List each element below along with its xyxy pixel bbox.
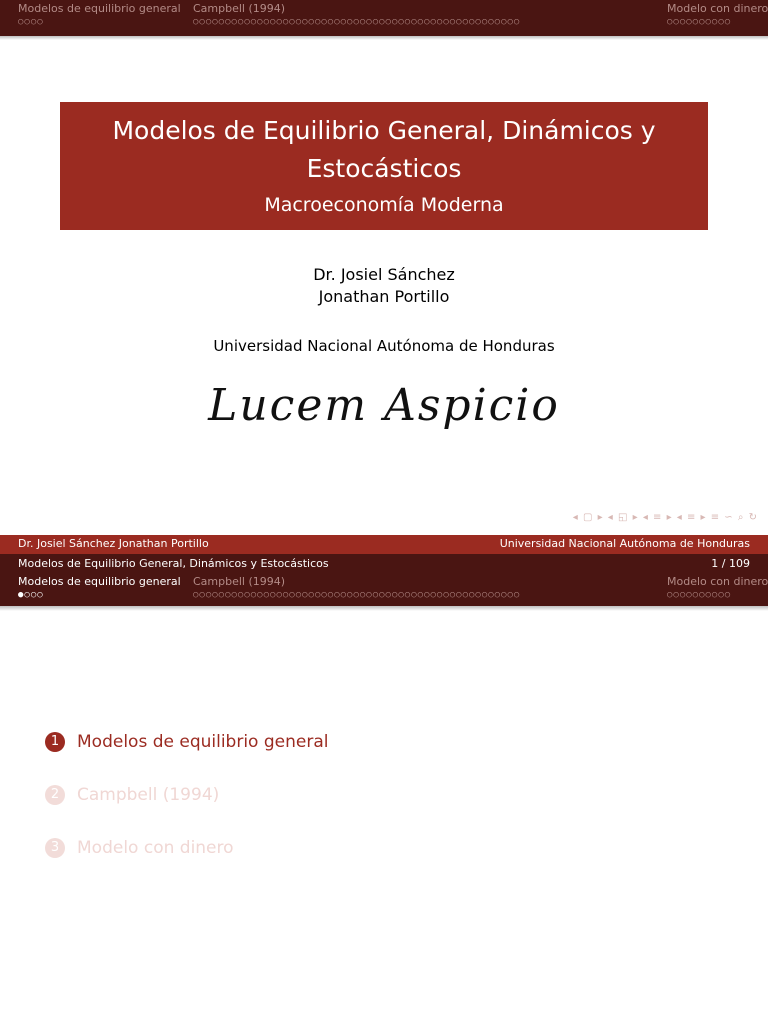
nav2-section-2[interactable]: Campbell (1994) bbox=[193, 575, 286, 588]
beamer-nav-controls[interactable]: ◂ ▢ ▸ ◂ ◱ ▸ ◂ ≡ ▸ ◂ ≡ ▸ ≡ ∽ ⌕ ↻ bbox=[572, 512, 758, 523]
footer-authors: Dr. Josiel Sánchez Jonathan Portillo bbox=[18, 537, 209, 550]
authors bbox=[0, 264, 768, 308]
section-navbar bbox=[0, 0, 768, 36]
toc-label: Campbell (1994) bbox=[77, 785, 220, 805]
navbar-shadow-2 bbox=[0, 606, 768, 611]
nav-section-1[interactable]: Modelos de equilibrio general bbox=[18, 2, 181, 15]
toc-number-badge: 3 bbox=[45, 838, 65, 858]
navbar-shadow bbox=[0, 36, 768, 40]
toc-item[interactable] bbox=[45, 836, 328, 889]
outline-slide bbox=[0, 554, 768, 1024]
author-2: Jonathan Portillo bbox=[318, 287, 450, 306]
nav2-dots-2[interactable]: ○○○○○○○○○○○○○○○○○○○○○○○○○○○○○○○○○○○○○○○○○○○○○○○○○○○ bbox=[193, 590, 521, 600]
nav2-section-1[interactable]: Modelos de equilibrio general bbox=[18, 575, 181, 588]
presentation-title: Modelos de Equilibrio General, Dinámicos y Estocásticos bbox=[112, 116, 656, 183]
toc-item[interactable] bbox=[45, 730, 328, 783]
nav-section-2[interactable]: Campbell (1994) bbox=[193, 2, 286, 15]
toc-label: Modelo con dinero bbox=[77, 838, 234, 858]
table-of-contents bbox=[45, 730, 328, 889]
presentation-subtitle: Macroeconomía Moderna bbox=[264, 194, 504, 216]
author-1: Dr. Josiel Sánchez bbox=[313, 265, 455, 284]
institute: Universidad Nacional Autónoma de Honduras bbox=[213, 337, 555, 355]
header-title: Modelos de Equilibrio General, Dinámicos y Estocásticos bbox=[18, 557, 329, 570]
footer-bar bbox=[0, 535, 768, 554]
motto-logo: Lucem Aspicio bbox=[208, 380, 560, 431]
nav2-dots-3[interactable]: ○○○○○○○○○○ bbox=[667, 590, 732, 600]
nav-section-3[interactable]: Modelo con dinero bbox=[667, 2, 768, 15]
title-box bbox=[60, 102, 708, 230]
footer-institute: Universidad Nacional Autónoma de Honduras bbox=[499, 537, 750, 550]
section-navbar-2 bbox=[0, 554, 768, 606]
nav-dots-2[interactable]: ○○○○○○○○○○○○○○○○○○○○○○○○○○○○○○○○○○○○○○○○○○○○○○○○○○○ bbox=[193, 17, 521, 27]
toc-label: Modelos de equilibrio general bbox=[77, 732, 329, 752]
nav2-dots-1[interactable]: ●○○○ bbox=[18, 590, 44, 600]
nav-dots-1[interactable]: ○○○○ bbox=[18, 17, 44, 27]
nav2-section-3[interactable]: Modelo con dinero bbox=[667, 575, 768, 588]
page-number: 1 / 109 bbox=[711, 557, 750, 570]
toc-item[interactable] bbox=[45, 783, 328, 836]
toc-number-badge: 1 bbox=[45, 732, 65, 752]
toc-number-badge: 2 bbox=[45, 785, 65, 805]
nav-dots-3[interactable]: ○○○○○○○○○○ bbox=[667, 17, 732, 27]
